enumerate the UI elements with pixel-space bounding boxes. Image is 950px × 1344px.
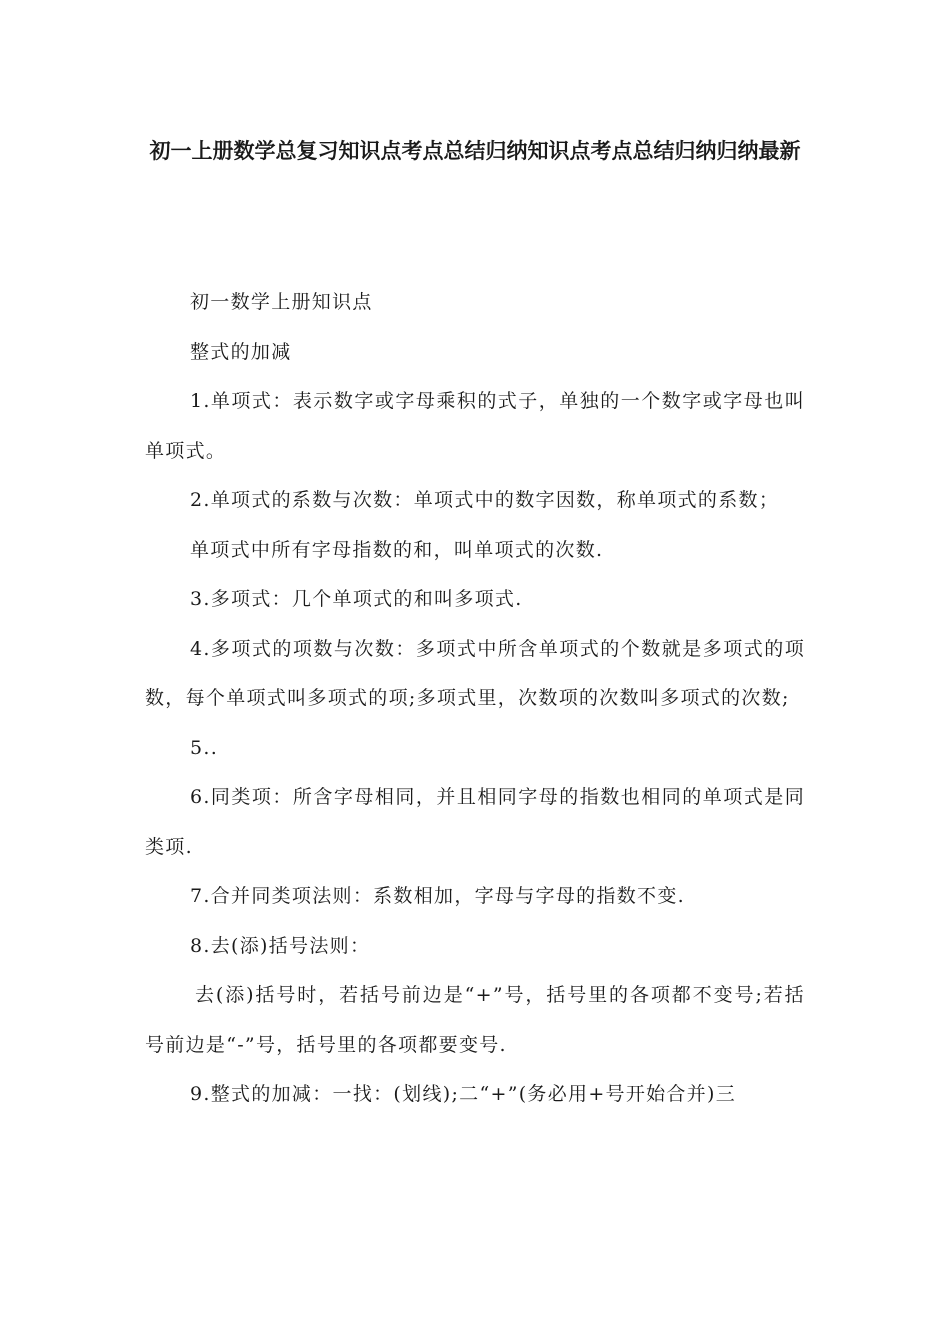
- paragraph-item-9: 9.整式的加减：一找：(划线);二“+”(务必用+号开始合并)三: [190, 1083, 737, 1105]
- paragraph-item-1: 1.单项式：表示数字或字母乘积的式子，单独的一个数字或字母也叫单项式。: [145, 390, 805, 462]
- document-body: [145, 278, 805, 1120]
- document-title: 初一上册数学总复习知识点考点总结归纳知识点考点总结归纳归纳最新: [149, 139, 801, 163]
- paragraph-section-title: 整式的加减: [190, 340, 292, 363]
- paragraph-item-8: 8.去(添)括号法则：: [190, 934, 371, 957]
- paragraph-item-2-continued: 单项式中所有字母指数的和，叫单项式的次数.: [190, 538, 604, 561]
- paragraph-heading: 初一数学上册知识点: [190, 291, 373, 313]
- paragraph-item-2: 2.单项式的系数与次数：单项式中的数字因数，称单项式的系数；: [190, 489, 780, 511]
- paragraph-item-6: 6.同类项：所含字母相同，并且相同字母的指数也相同的单项式是同类项.: [145, 786, 805, 858]
- paragraph-item-3: 3.多项式：几个单项式的和叫多项式.: [190, 588, 523, 610]
- paragraph-item-4: 4.多项式的项数与次数：多项式中所含单项式的个数就是多项式的项数，每个单项式叫多项式的项;多项式里，次数项的次数叫多项式的次数;: [145, 637, 805, 709]
- paragraph-item-7: 7.合并同类项法则：系数相加，字母与字母的指数不变.: [190, 885, 685, 907]
- paragraph-item-8-rule: 去(添)括号时，若括号前边是“+”号，括号里的各项都不变号;若括号前边是“-”号，括号里的各项都要变号.: [145, 984, 805, 1056]
- paragraph-item-5: 5..: [190, 736, 219, 759]
